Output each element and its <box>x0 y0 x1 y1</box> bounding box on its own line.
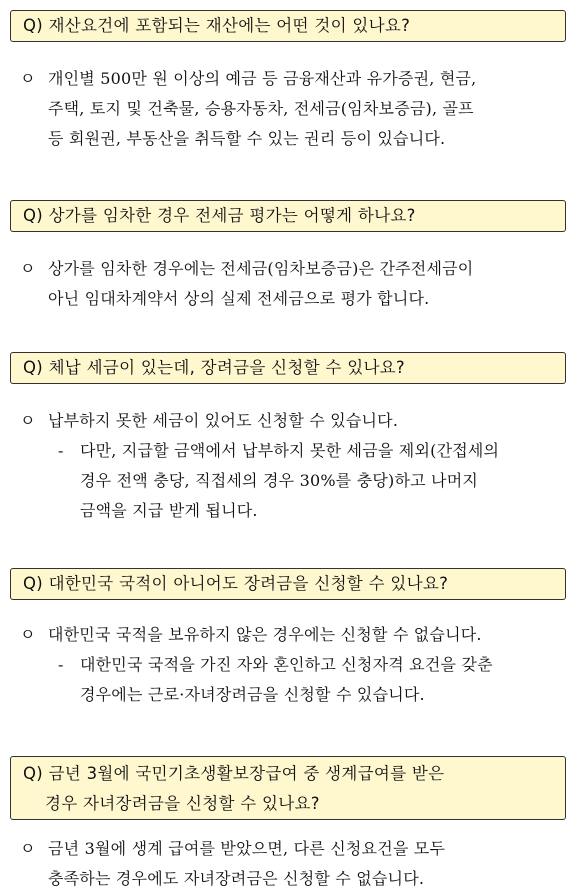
answer-line: 아닌 임대차계약서 상의 실제 전세금으로 평가 합니다. <box>48 289 430 308</box>
bullet-icon: ㅇ <box>20 625 36 644</box>
question-text: Q) 대한민국 국적이 아니어도 장려금을 신청할 수 있나요? <box>23 574 449 593</box>
faq-question-2 <box>10 200 566 232</box>
answer-line: 개인별 500만 원 이상의 예금 등 금융재산과 유가증권, 현금, <box>48 69 477 88</box>
answer-line: 상가를 임차한 경우에는 전세금(임차보증금)은 간주전세금이 <box>48 259 474 278</box>
answer-line: 납부하지 못한 세금이 있어도 신청할 수 있습니다. <box>48 411 399 430</box>
bullet-icon: ㅇ <box>20 411 36 430</box>
question-text: Q) 체납 세금이 있는데, 장려금을 신청할 수 있나요? <box>23 358 405 377</box>
sub-line: 대한민국 국적을 가진 자와 혼인하고 신청자격 요건을 갖춘 <box>80 655 493 674</box>
sub-line: 경우 전액 충당, 직접세의 경우 30%를 충당)하고 나머지 <box>80 471 479 490</box>
bullet-icon: ㅇ <box>20 839 36 858</box>
question-text: Q) 금년 3월에 국민기초생활보장급여 중 생계급여를 받은 <box>23 764 445 783</box>
faq-answer-1 <box>20 64 568 154</box>
answer-line: 주택, 토지 및 건축물, 승용자동차, 전세금(임차보증금), 골프 <box>48 99 474 118</box>
answer-line: 금년 3월에 생계 급여를 받았으면, 다른 신청요건을 모두 <box>48 839 446 858</box>
question-text: Q) 상가를 임차한 경우 전세금 평가는 어떻게 하나요? <box>23 206 416 225</box>
faq-question-3 <box>10 352 566 384</box>
faq-answer-5 <box>20 834 568 894</box>
answer-line: 대한민국 국적을 보유하지 않은 경우에는 신청할 수 없습니다. <box>48 625 482 644</box>
question-text: 경우 자녀장려금을 신청할 수 있나요? <box>45 794 320 813</box>
faq-answer-4 <box>20 620 568 710</box>
sub-line: 금액을 지급 받게 됩니다. <box>80 501 258 520</box>
dash-icon: - <box>58 441 64 460</box>
question-text: Q) 재산요건에 포함되는 재산에는 어떤 것이 있나요? <box>23 16 411 35</box>
answer-line: 등 회원권, 부동산을 취득할 수 있는 권리 등이 있습니다. <box>48 129 446 148</box>
sub-line: 다만, 지급할 금액에서 납부하지 못한 세금을 제외(간접세의 <box>80 441 500 460</box>
answer-line: 충족하는 경우에도 자녀장려금은 신청할 수 없습니다. <box>48 869 425 888</box>
faq-answer-3 <box>20 406 568 526</box>
faq-answer-2 <box>20 254 568 314</box>
faq-question-5 <box>10 756 566 820</box>
sub-line: 경우에는 근로·자녀장려금을 신청할 수 있습니다. <box>80 685 425 704</box>
faq-question-1 <box>10 10 566 42</box>
bullet-icon: ㅇ <box>20 69 36 88</box>
dash-icon: - <box>58 655 64 674</box>
faq-question-4 <box>10 568 566 600</box>
bullet-icon: ㅇ <box>20 259 36 278</box>
